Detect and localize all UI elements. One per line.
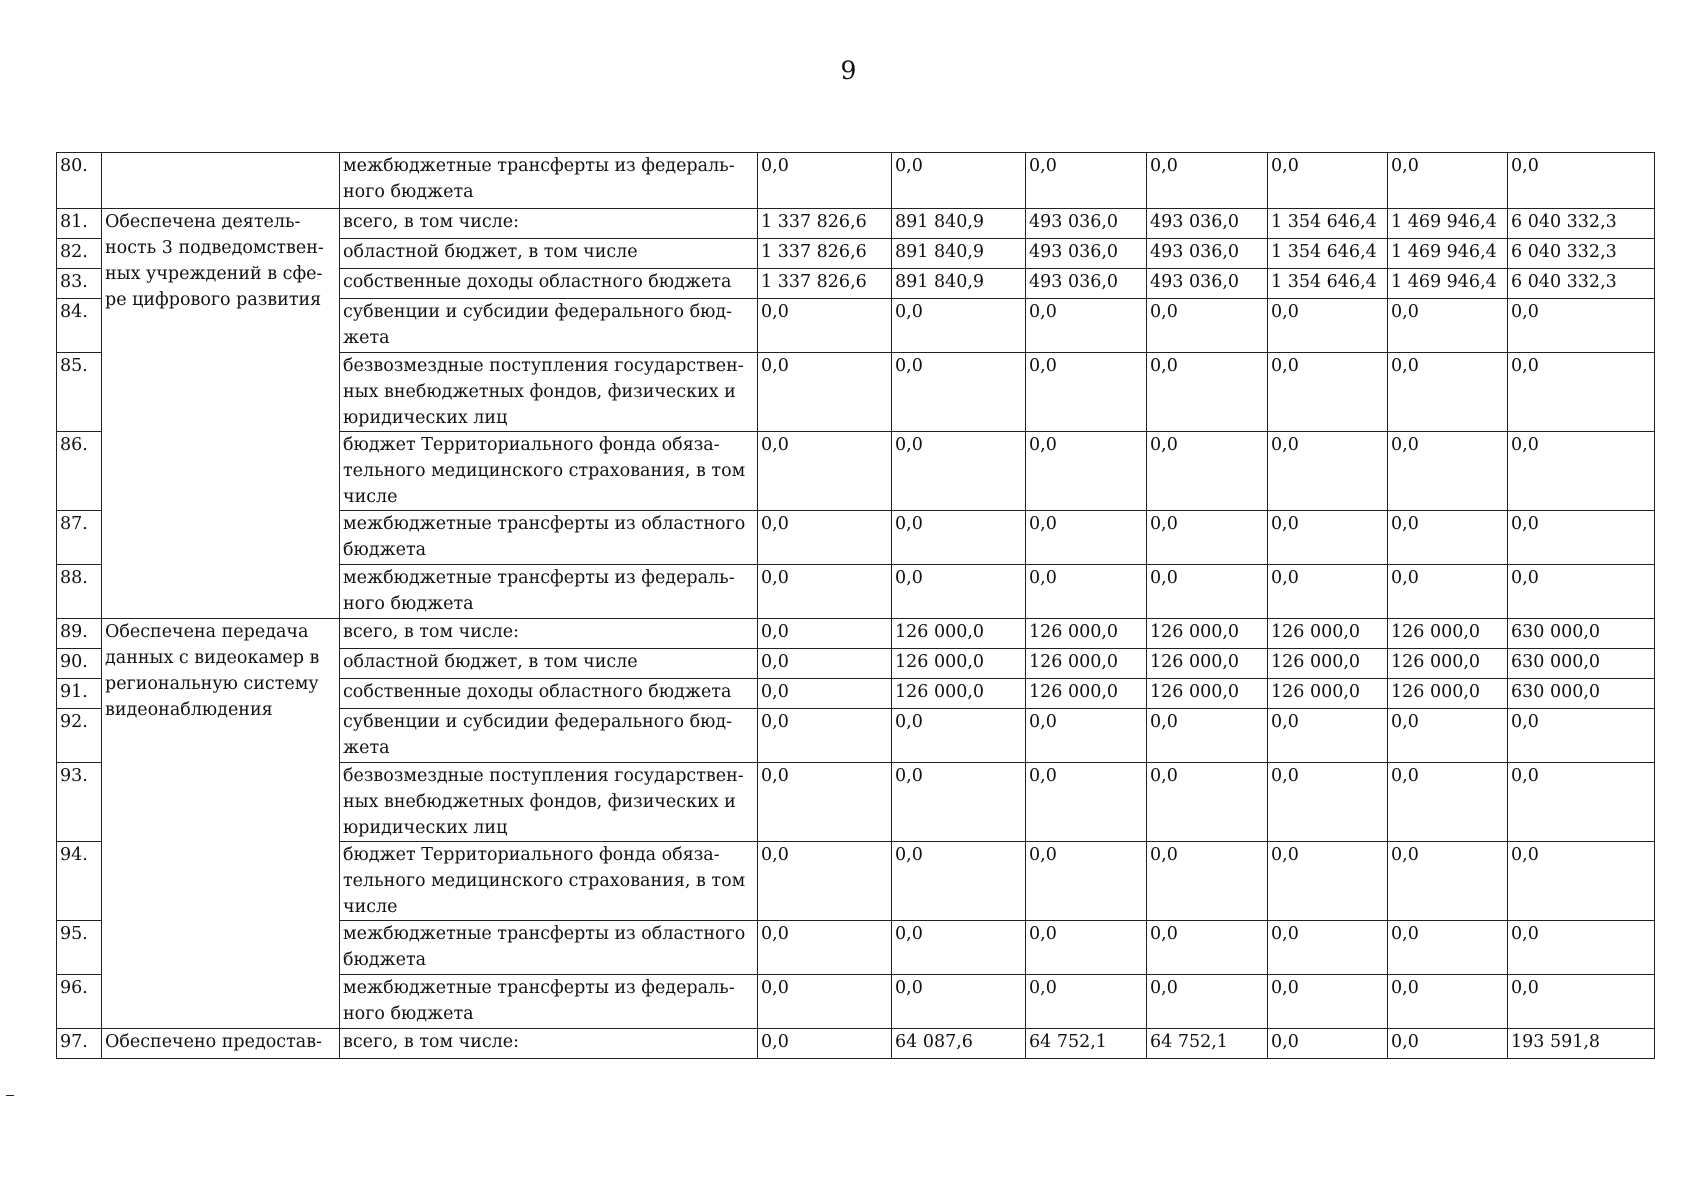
amount-cell: 126 000,0 xyxy=(1026,619,1147,649)
row-number: 81. xyxy=(57,209,102,239)
amount-cell: 0,0 xyxy=(1147,153,1268,209)
amount-cell: 0,0 xyxy=(1508,763,1655,842)
amount-cell: 1 354 646,4 xyxy=(1268,209,1388,239)
row-number: 83. xyxy=(57,269,102,299)
amount-cell: 630 000,0 xyxy=(1508,679,1655,709)
amount-cell: 0,0 xyxy=(1026,353,1147,432)
funding-source: межбюджетные трансферты из федераль-ного бюджета xyxy=(340,153,758,209)
amount-cell: 1 469 946,4 xyxy=(1388,269,1508,299)
funding-source: межбюджетные трансферты из федераль-ного бюджета xyxy=(340,975,758,1029)
margin-mark xyxy=(6,1095,14,1096)
amount-cell: 0,0 xyxy=(758,432,892,511)
amount-cell: 126 000,0 xyxy=(1388,619,1508,649)
funding-source: собственные доходы областного бюджета xyxy=(340,269,758,299)
amount-cell: 126 000,0 xyxy=(892,619,1026,649)
amount-cell: 0,0 xyxy=(758,565,892,619)
amount-cell: 0,0 xyxy=(758,299,892,353)
amount-cell: 0,0 xyxy=(1268,975,1388,1029)
row-number: 80. xyxy=(57,153,102,209)
amount-cell: 0,0 xyxy=(1388,353,1508,432)
funding-source: бюджет Территориального фонда обяза-тельного медицинского страхования, в том числе xyxy=(340,842,758,921)
amount-cell: 0,0 xyxy=(1268,842,1388,921)
amount-cell: 0,0 xyxy=(1388,565,1508,619)
amount-cell: 0,0 xyxy=(1026,565,1147,619)
amount-cell: 0,0 xyxy=(758,511,892,565)
table-body xyxy=(57,153,1655,1059)
funding-source: областной бюджет, в том числе xyxy=(340,649,758,679)
amount-cell: 0,0 xyxy=(1268,709,1388,763)
amount-cell: 126 000,0 xyxy=(1388,679,1508,709)
amount-cell: 0,0 xyxy=(1508,432,1655,511)
amount-cell: 1 337 826,6 xyxy=(758,269,892,299)
table-row xyxy=(57,209,1655,239)
group-cell-empty xyxy=(102,153,340,209)
amount-cell: 0,0 xyxy=(758,679,892,709)
amount-cell: 0,0 xyxy=(1026,763,1147,842)
amount-cell: 0,0 xyxy=(892,763,1026,842)
amount-cell: 1 469 946,4 xyxy=(1388,209,1508,239)
funding-source: безвозмездные поступления государствен-ных внебюджетных фондов, физических и юридических лиц xyxy=(340,763,758,842)
amount-cell: 0,0 xyxy=(1026,432,1147,511)
group-description: Обеспечена передача данных с видеокамер в региональную систему видеонаблюдения xyxy=(102,619,340,1029)
amount-cell: 891 840,9 xyxy=(892,269,1026,299)
amount-cell: 0,0 xyxy=(1147,921,1268,975)
amount-cell: 0,0 xyxy=(1508,299,1655,353)
amount-cell: 0,0 xyxy=(1026,921,1147,975)
amount-cell: 0,0 xyxy=(892,565,1026,619)
amount-cell: 0,0 xyxy=(1388,975,1508,1029)
amount-cell: 126 000,0 xyxy=(1147,619,1268,649)
table-row xyxy=(57,1029,1655,1059)
amount-cell: 0,0 xyxy=(892,709,1026,763)
amount-cell: 0,0 xyxy=(892,511,1026,565)
amount-cell: 891 840,9 xyxy=(892,209,1026,239)
amount-cell: 0,0 xyxy=(758,763,892,842)
funding-source: всего, в том числе: xyxy=(340,209,758,239)
amount-cell: 0,0 xyxy=(1388,432,1508,511)
group-description: Обеспечена деятель-ность 3 подведомствен-ных учреждений в сфе-ре цифрового развития xyxy=(102,209,340,619)
amount-cell: 0,0 xyxy=(892,153,1026,209)
amount-cell: 0,0 xyxy=(1508,511,1655,565)
amount-cell: 0,0 xyxy=(1147,432,1268,511)
amount-cell: 126 000,0 xyxy=(1147,649,1268,679)
amount-cell: 0,0 xyxy=(758,353,892,432)
funding-source: субвенции и субсидии федерального бюд-жета xyxy=(340,709,758,763)
amount-cell: 193 591,8 xyxy=(1508,1029,1655,1059)
amount-cell: 0,0 xyxy=(1268,153,1388,209)
amount-cell: 1 337 826,6 xyxy=(758,239,892,269)
amount-cell: 0,0 xyxy=(1388,921,1508,975)
amount-cell: 0,0 xyxy=(1026,709,1147,763)
amount-cell: 126 000,0 xyxy=(1268,679,1388,709)
amount-cell: 0,0 xyxy=(892,299,1026,353)
amount-cell: 0,0 xyxy=(1026,842,1147,921)
amount-cell: 891 840,9 xyxy=(892,239,1026,269)
row-number: 93. xyxy=(57,763,102,842)
amount-cell: 0,0 xyxy=(892,353,1026,432)
amount-cell: 126 000,0 xyxy=(1268,649,1388,679)
row-number: 91. xyxy=(57,679,102,709)
amount-cell: 0,0 xyxy=(1388,511,1508,565)
amount-cell: 126 000,0 xyxy=(1268,619,1388,649)
funding-source: межбюджетные трансферты из областного бюджета xyxy=(340,511,758,565)
amount-cell: 0,0 xyxy=(1268,921,1388,975)
amount-cell: 630 000,0 xyxy=(1508,619,1655,649)
amount-cell: 0,0 xyxy=(1508,353,1655,432)
amount-cell: 0,0 xyxy=(1147,299,1268,353)
amount-cell: 64 752,1 xyxy=(1026,1029,1147,1059)
amount-cell: 0,0 xyxy=(1026,511,1147,565)
amount-cell: 6 040 332,3 xyxy=(1508,269,1655,299)
amount-cell: 0,0 xyxy=(1508,153,1655,209)
amount-cell: 0,0 xyxy=(758,842,892,921)
funding-source: межбюджетные трансферты из областного бюджета xyxy=(340,921,758,975)
amount-cell: 0,0 xyxy=(1268,432,1388,511)
row-number: 84. xyxy=(57,299,102,353)
row-number: 97. xyxy=(57,1029,102,1059)
amount-cell: 0,0 xyxy=(892,432,1026,511)
amount-cell: 0,0 xyxy=(1147,763,1268,842)
amount-cell: 126 000,0 xyxy=(892,649,1026,679)
amount-cell: 0,0 xyxy=(1508,709,1655,763)
amount-cell: 0,0 xyxy=(892,975,1026,1029)
amount-cell: 0,0 xyxy=(1147,565,1268,619)
amount-cell: 0,0 xyxy=(1026,299,1147,353)
amount-cell: 64 752,1 xyxy=(1147,1029,1268,1059)
amount-cell: 0,0 xyxy=(1147,709,1268,763)
amount-cell: 126 000,0 xyxy=(1388,649,1508,679)
amount-cell: 493 036,0 xyxy=(1026,239,1147,269)
amount-cell: 0,0 xyxy=(1388,763,1508,842)
amount-cell: 493 036,0 xyxy=(1026,209,1147,239)
amount-cell: 0,0 xyxy=(1268,299,1388,353)
amount-cell: 1 469 946,4 xyxy=(1388,239,1508,269)
amount-cell: 493 036,0 xyxy=(1147,209,1268,239)
amount-cell: 0,0 xyxy=(1268,565,1388,619)
amount-cell: 493 036,0 xyxy=(1147,269,1268,299)
amount-cell: 0,0 xyxy=(1508,921,1655,975)
row-number: 86. xyxy=(57,432,102,511)
funding-source: всего, в том числе: xyxy=(340,1029,758,1059)
funding-source: бюджет Территориального фонда обяза-тельного медицинского страхования, в том числе xyxy=(340,432,758,511)
amount-cell: 1 337 826,6 xyxy=(758,209,892,239)
amount-cell: 0,0 xyxy=(1508,975,1655,1029)
row-number: 96. xyxy=(57,975,102,1029)
funding-source: всего, в том числе: xyxy=(340,619,758,649)
funding-source: межбюджетные трансферты из федераль-ного бюджета xyxy=(340,565,758,619)
amount-cell: 0,0 xyxy=(1388,153,1508,209)
amount-cell: 0,0 xyxy=(1388,299,1508,353)
amount-cell: 0,0 xyxy=(892,921,1026,975)
amount-cell: 0,0 xyxy=(1388,842,1508,921)
amount-cell: 0,0 xyxy=(758,921,892,975)
amount-cell: 1 354 646,4 xyxy=(1268,269,1388,299)
amount-cell: 0,0 xyxy=(1147,975,1268,1029)
table-row xyxy=(57,153,1655,209)
amount-cell: 0,0 xyxy=(1026,153,1147,209)
budget-table xyxy=(56,152,1655,1059)
amount-cell: 630 000,0 xyxy=(1508,649,1655,679)
row-number: 88. xyxy=(57,565,102,619)
amount-cell: 0,0 xyxy=(758,975,892,1029)
row-number: 82. xyxy=(57,239,102,269)
amount-cell: 0,0 xyxy=(1026,975,1147,1029)
group-description: Обеспечено предостав- xyxy=(102,1029,340,1059)
amount-cell: 0,0 xyxy=(758,619,892,649)
funding-source: областной бюджет, в том числе xyxy=(340,239,758,269)
funding-source: безвозмездные поступления государствен-ных внебюджетных фондов, физических и юридических лиц xyxy=(340,353,758,432)
amount-cell: 0,0 xyxy=(1268,1029,1388,1059)
amount-cell: 64 087,6 xyxy=(892,1029,1026,1059)
amount-cell: 126 000,0 xyxy=(1147,679,1268,709)
funding-source: субвенции и субсидии федерального бюд-жета xyxy=(340,299,758,353)
amount-cell: 126 000,0 xyxy=(892,679,1026,709)
amount-cell: 0,0 xyxy=(1508,565,1655,619)
amount-cell: 0,0 xyxy=(1268,511,1388,565)
row-number: 94. xyxy=(57,842,102,921)
row-number: 85. xyxy=(57,353,102,432)
amount-cell: 493 036,0 xyxy=(1026,269,1147,299)
row-number: 92. xyxy=(57,709,102,763)
amount-cell: 126 000,0 xyxy=(1026,679,1147,709)
funding-source: собственные доходы областного бюджета xyxy=(340,679,758,709)
amount-cell: 1 354 646,4 xyxy=(1268,239,1388,269)
amount-cell: 0,0 xyxy=(892,842,1026,921)
amount-cell: 6 040 332,3 xyxy=(1508,239,1655,269)
amount-cell: 0,0 xyxy=(1388,1029,1508,1059)
row-number: 95. xyxy=(57,921,102,975)
amount-cell: 0,0 xyxy=(758,1029,892,1059)
table-row xyxy=(57,619,1655,649)
amount-cell: 0,0 xyxy=(758,153,892,209)
amount-cell: 0,0 xyxy=(1147,842,1268,921)
amount-cell: 6 040 332,3 xyxy=(1508,209,1655,239)
amount-cell: 493 036,0 xyxy=(1147,239,1268,269)
row-number: 90. xyxy=(57,649,102,679)
row-number: 87. xyxy=(57,511,102,565)
row-number: 89. xyxy=(57,619,102,649)
amount-cell: 0,0 xyxy=(1388,709,1508,763)
page-number: 9 xyxy=(840,56,857,85)
amount-cell: 0,0 xyxy=(1147,353,1268,432)
amount-cell: 126 000,0 xyxy=(1026,649,1147,679)
amount-cell: 0,0 xyxy=(1268,763,1388,842)
amount-cell: 0,0 xyxy=(758,709,892,763)
amount-cell: 0,0 xyxy=(1147,511,1268,565)
amount-cell: 0,0 xyxy=(1268,353,1388,432)
amount-cell: 0,0 xyxy=(758,649,892,679)
amount-cell: 0,0 xyxy=(1508,842,1655,921)
